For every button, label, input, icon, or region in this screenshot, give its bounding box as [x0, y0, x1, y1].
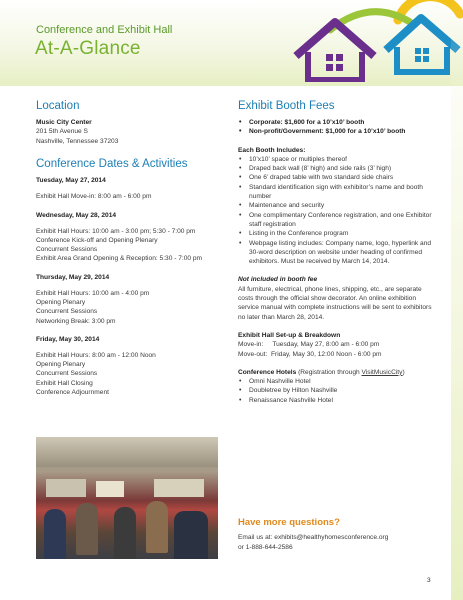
day-item: Exhibit Hall Hours: 8:00 am - 12:00 Noon [36, 351, 156, 359]
not-included-text: All furniture, electrical, phone lines, shipping, etc., are separate costs through the official show decorator. An online exhibition service manual with complete instructions will be sent to exhibitors no later than March 28, 2014. [238, 285, 432, 321]
dates-heading: Conference Dates & Activities [36, 157, 188, 170]
list-item: • Draped back wall (8’ high) and side rails (3’ high) [249, 164, 438, 173]
list-item: • Webpage listing includes: Company name, logo, hyperlink and 30-word description on website under heading of confirmed exhibitors. Must be received by March 14, 2014. [249, 239, 438, 267]
day-item: Conference Kick-off and Opening Plenary [36, 236, 158, 244]
fee-corporate: • Corporate: $1,600 for a 10’x10’ booth [249, 118, 438, 127]
setup-heading: Exhibit Hall Set-up & Breakdown [238, 331, 341, 339]
hotels-list [238, 377, 438, 405]
list-item: • Omni Nashville Hotel [249, 377, 438, 386]
list-item: • Maintenance and security [249, 201, 438, 210]
move-out-line: Move-out: Friday, May 30, 12:00 Noon - 6:00 pm [238, 350, 382, 358]
not-included-heading: Not included in booth fee [238, 276, 318, 284]
location-block [36, 118, 226, 146]
houses-logo-icon [290, 0, 463, 82]
exhibit-hall-photo [36, 437, 218, 559]
day-item: Exhibit Area Grand Opening & Reception: 5:30 - 7:00 pm [36, 255, 203, 263]
list-item: • Renaissance Nashville Hotel [249, 396, 438, 405]
hotels-note-suffix: ) [402, 368, 405, 376]
day-item: Opening Plenary [36, 361, 86, 369]
day-block-thursday [36, 273, 226, 326]
day-label: Wednesday, May 28, 2014 [36, 211, 117, 219]
hotels-heading: Conference Hotels [238, 368, 297, 376]
location-heading: Location [36, 100, 80, 112]
venue-name: Music City Center [36, 119, 92, 126]
email-line[interactable]: Email us at: exhibits@healthyhomesconference.org [238, 534, 389, 541]
day-item: Concurrent Sessions [36, 308, 98, 316]
day-item: Conference Adjournment [36, 388, 109, 396]
phone-line: or 1-888-644-2586 [238, 543, 293, 551]
list-item: • Doubletree by Hilton Nashville [249, 386, 438, 395]
day-item: Concurrent Sessions [36, 370, 98, 378]
day-item: Networking Break: 3:00 pm [36, 317, 116, 325]
list-item: • 10’x10’ space or multiples thereof [249, 155, 438, 164]
right-column [238, 100, 438, 405]
day-block-friday [36, 335, 226, 397]
day-label: Friday, May 30, 2014 [36, 335, 100, 343]
questions-heading: Have more questions? [238, 517, 340, 528]
fees-heading: Exhibit Booth Fees [238, 100, 335, 112]
day-label: Thursday, May 29, 2014 [36, 273, 110, 281]
header-subtitle: Conference and Exhibit Hall [36, 24, 173, 36]
questions-contact [238, 533, 438, 552]
day-block-tuesday [36, 176, 226, 201]
address-line-1: 201 5th Avenue S [36, 128, 88, 136]
left-column [36, 100, 226, 406]
includes-list [238, 155, 438, 267]
list-item: • Standard identification sign with exhibitor’s name and booth number [249, 183, 438, 202]
page-number: 3 [427, 577, 431, 584]
day-item: Exhibit Hall Move-in: 8:00 am - 6:00 pm [36, 193, 152, 201]
list-item: • One complimentary Conference registration, and one Exhibitor staff registration [249, 211, 438, 230]
visit-music-city-link[interactable]: VisitMusicCity [361, 368, 403, 376]
list-item: • Listing in the Conference program [249, 229, 438, 238]
edge-gradient [451, 0, 463, 600]
day-block-wednesday [36, 211, 226, 264]
includes-heading: Each Booth Includes: [238, 146, 306, 154]
day-item: Opening Plenary [36, 298, 86, 306]
day-label: Tuesday, May 27, 2014 [36, 177, 106, 185]
address-line-2: Nashville, Tennessee 37203 [36, 137, 119, 145]
page-title: At-A-Glance [35, 38, 141, 59]
day-item: Exhibit Hall Hours: 10:00 am - 4:00 pm [36, 289, 150, 297]
list-item: • One 6’ draped table with two standard side chairs [249, 173, 438, 182]
day-item: Exhibit Hall Closing [36, 379, 93, 387]
hotels-note-prefix: (Registration through [296, 368, 362, 376]
fee-nonprofit: • Non-profit/Government: $1,000 for a 10’x10’ booth [249, 127, 438, 136]
hotels-heading-line [238, 368, 438, 377]
move-in-line: Move-in: Tuesday, May 27, 8:00 am - 6:00 pm [238, 341, 380, 349]
day-item: Exhibit Hall Hours: 10:00 am - 3:00 pm; 5:30 - 7:00 pm [36, 227, 196, 235]
day-item: Concurrent Sessions [36, 246, 98, 254]
fee-list [238, 118, 438, 137]
